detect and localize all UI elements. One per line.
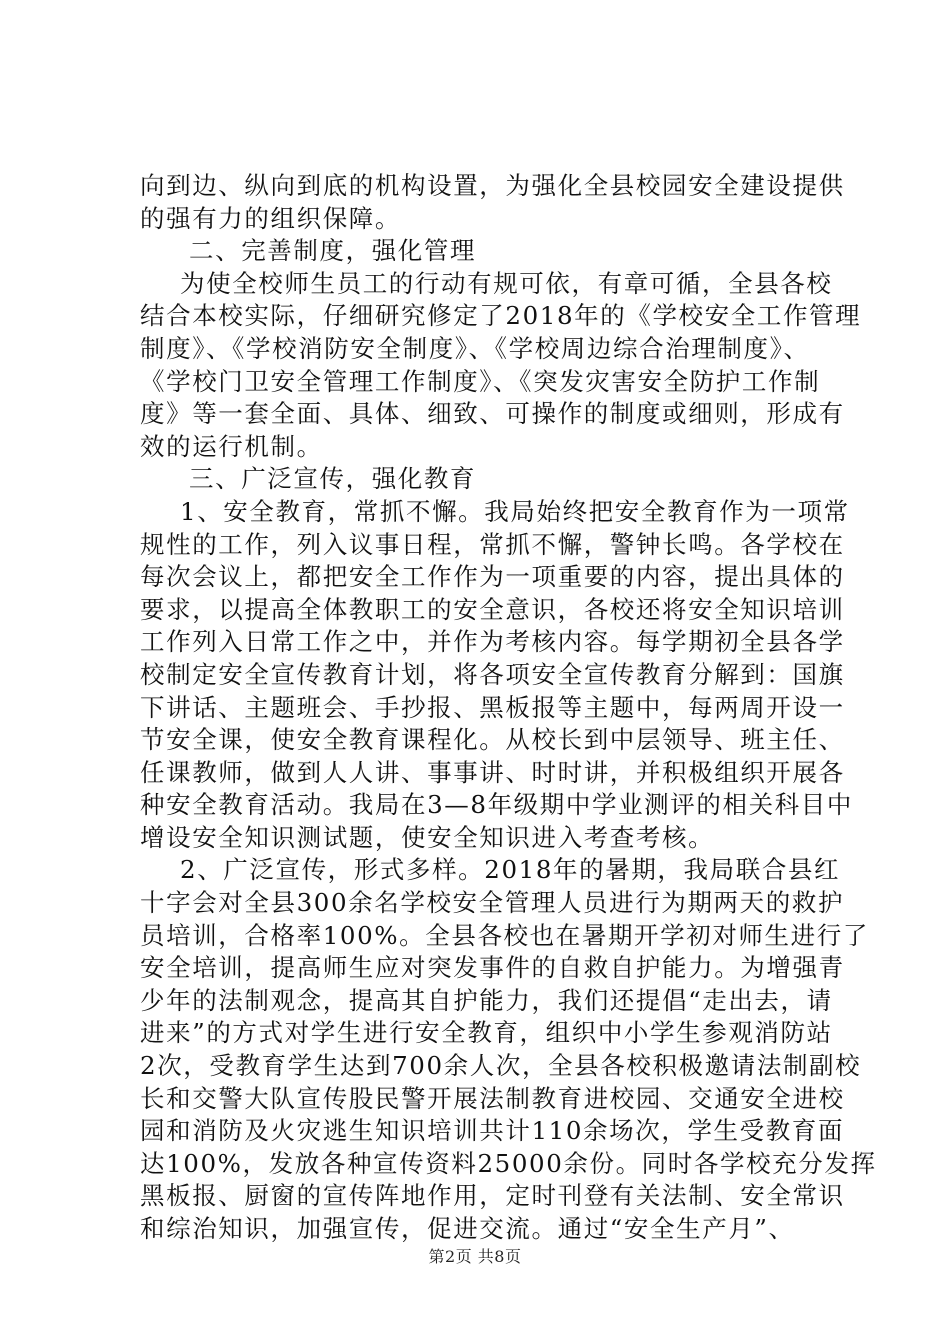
text-line: 种安全教育活动。我局在3—8年级期中学业测评的相关科目中 <box>140 790 853 820</box>
text-line: 增设安全知识测试题，使安全知识进入考查考核。 <box>140 822 715 852</box>
text-line: 少年的法制观念，提高其自护能力，我们还提倡“走出去，请 <box>140 985 833 1015</box>
text-line: 工作列入日常工作之中，并作为考核内容。每学期初全县各学 <box>140 627 845 657</box>
text-line: 安全培训，提高师生应对突发事件的自救自护能力。为增强青 <box>140 953 845 983</box>
text-line: 节安全课，使安全教育课程化。从校长到中层领导、班主任、 <box>140 725 845 755</box>
text-line: 黑板报、厨窗的宣传阵地作用，定时刊登有关法制、安全常识 <box>140 1181 845 1211</box>
text-line: 要求，以提高全体教职工的安全意识，各校还将安全知识培训 <box>140 594 845 624</box>
text-line: 员培训，合格率100%。全县各校也在暑期开学初对师生进行了 <box>140 920 869 950</box>
text-line: 结合本校实际，仔细研究修定了2018年的《学校安全工作管理 <box>140 301 862 331</box>
text-line: 进来”的方式对学生进行安全教育，组织中小学生参观消防站 <box>140 1018 833 1048</box>
text-line: 效的运行机制。 <box>140 431 323 461</box>
text-line: 2、广泛宣传，形式多样。2018年的暑期，我局联合县红 <box>180 855 841 885</box>
text-line: 2次，受教育学生达到700余人次，全县各校积极邀请法制副校 <box>140 1051 862 1081</box>
text-line: 度》等一套全面、具体、细致、可操作的制度或细则，形成有 <box>140 399 845 429</box>
text-line: 制度》、《学校消防安全制度》、《学校周边综合治理制度》、 <box>140 333 810 363</box>
text-line: 向到边、纵向到底的机构设置，为强化全县校园安全建设提供 <box>140 171 845 200</box>
text-line: 和综治知识，加强宣传，促进交流。通过“安全生产月”、 <box>140 1214 795 1243</box>
text-line: 规性的工作，列入议事日程，常抓不懈，警钟长鸣。各学校在 <box>140 529 845 559</box>
section-heading: 三、广泛宣传，强化教育 <box>189 464 477 494</box>
text-line: 的强有力的组织保障。 <box>140 203 401 233</box>
page-number-footer: 第2页 共8页 <box>428 1247 522 1266</box>
text-line: 《学校门卫安全管理工作制度》、《突发灾害安全防护工作制 <box>140 366 821 396</box>
text-line: 下讲话、主题班会、手抄报、黑板报等主题中，每两周开设一 <box>140 692 845 722</box>
section-heading: 二、完善制度，强化管理 <box>189 236 477 266</box>
text-line: 每次会议上，都把安全工作作为一项重要的内容，提出具体的 <box>140 562 845 592</box>
text-line: 园和消防及火灾逃生知识培训共计110余场次，学生受教育面 <box>140 1116 845 1146</box>
text-line: 为使全校师生员工的行动有规可依，有章可循，全县各校 <box>180 268 833 298</box>
text-line: 任课教师，做到人人讲、事事讲、时时讲，并积极组织开展各 <box>140 757 845 787</box>
text-line: 长和交警大队宣传股民警开展法制教育进校园、交通安全进校 <box>140 1083 845 1113</box>
text-line: 十字会对全县300余名学校安全管理人员进行为期两天的救护 <box>140 888 845 918</box>
document-body <box>140 170 877 1246</box>
text-line: 1、安全教育，常抓不懈。我局始终把安全教育作为一项常 <box>180 496 850 526</box>
text-line: 达100%，发放各种宣传资料25000余份。同时各学校充分发挥 <box>140 1148 877 1178</box>
text-line: 校制定安全宣传教育计划，将各项安全宣传教育分解到：国旗 <box>140 659 845 689</box>
